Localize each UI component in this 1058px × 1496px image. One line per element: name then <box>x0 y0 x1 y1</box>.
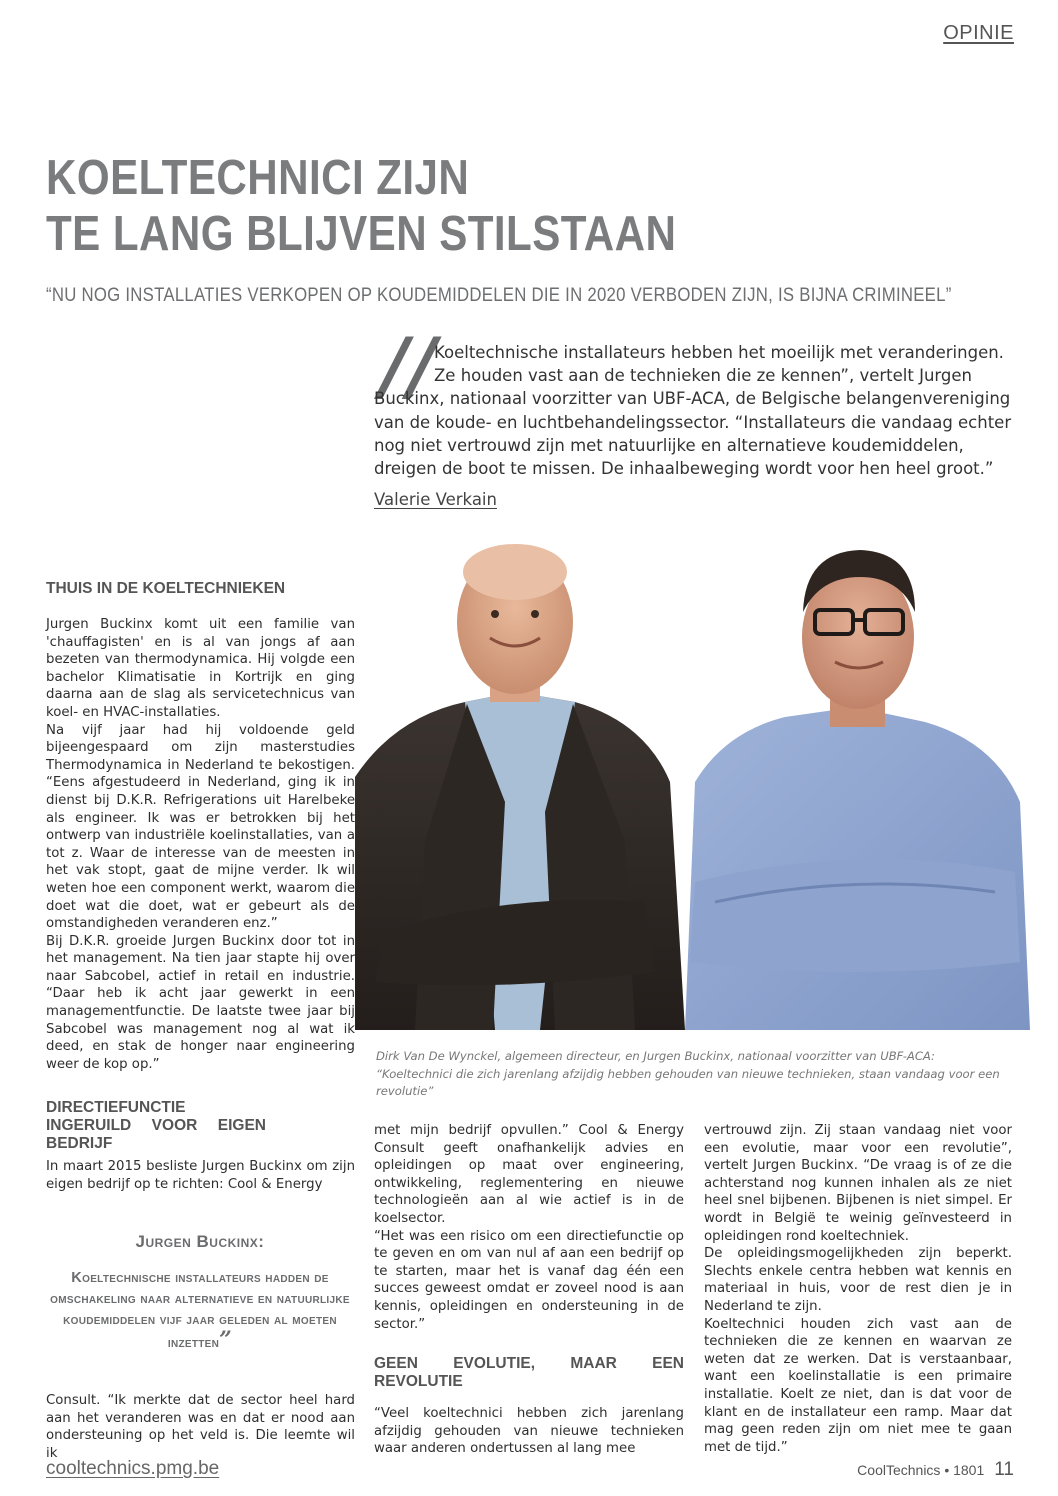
intro-indent <box>374 341 434 387</box>
magazine-issue: CoolTechnics • 1801 <box>857 1462 985 1478</box>
column-1-bottom <box>46 1392 355 1462</box>
paragraph: vertrouwd zijn. Zij staan vandaag niet voor een evolutie, maar voor een revolutie”, vertelt Jurgen Buckinx. “De vraag is of ze die achterstand nog kunnen inhalen als ze niet heel snel bijbenen. Bijbenen is niet simpel. Er wordt in België te weinig geïnvesteerd in opleidingen rond koeltechniek. <box>704 1123 1012 1244</box>
paragraph: Na vijf jaar had hij voldoende geld bijeengespaard om zijn masterstudies Thermodynamica in Nederland te bekostigen. “Eens afgestudeerd in Nederland, ging ik in dienst bij D.K.R. Refrigerations uit Harelbeke als engineer. Ik was er betrokken bij het ontwerp van industriële koelinstallaties, van a tot z. Waar de interesse van de meesten in het vak stopt, gaat de mijne verder. Ik wil weten hoe een component werkt, waarom die doet wat die doet, wat er gebeurt als de omstandigheden veranderen enz.” <box>46 722 355 932</box>
left-man <box>355 544 685 1030</box>
intro-text: Koeltechnische installateurs hebben het moeilijk met veranderingen. Ze houden vast aan de technieken die ze kennen”, vertelt Jurgen Buckinx, nationaal voorzitter van UBF-ACA, de Belgische belangenvereniging van de koude- en luchtbehandelingssector. “Installateurs die vandaag echter nog niet vertrouwd zijn met natuurlijke en alternatieve koudemiddelen, dreigen de boot te missen. De inhaalbeweging wordt voor hen heel groot.” <box>374 343 1012 479</box>
pull-quote-body: Koeltechnische installateurs hadden de omschakeling naar alternatieve en natuurlijke koudemiddelen vijf jaar geleden al moeten inzetten <box>50 1270 350 1352</box>
paragraph: “Veel koeltechnici hebben zich jarenlang afzijdig gehouden van nieuwe technieken waar anderen ondertussen al lang mee <box>374 1406 684 1457</box>
title-line-1: KOELTECHNICI ZIJN <box>46 151 470 205</box>
photo-caption: Dirk Van De Wynckel, algemeen directeur, en Jurgen Buckinx, nationaal voorzitter van UBF-ACA: “Koeltechnici die zich jarenlang afzijdig hebben gehouden van nieuwe technieken, staan vandaag voor een revolutie” <box>376 1049 1000 1098</box>
paragraph: Jurgen Buckinx komt uit een familie van 'chauffagisten' en is al van jongs af aan bezeten van thermodynamica. Hij volgde een bachelor Klimatisatie in Kortrijk en ging daarna aan de slag als servicetechnicus van koel- en HVAC-installaties. <box>46 617 355 720</box>
intro-paragraph <box>374 341 1014 480</box>
author-name[interactable]: Valerie Verkain <box>374 490 497 509</box>
article-title <box>46 150 820 262</box>
paragraph: Koeltechnici houden zich vast aan de technieken die ze kennen en waarvan ze weten dat ze werken. Dat is verstaanbaar, want een koelinstallatie is een primaire installatie. Koelt ze niet, dan is dat voor de klant en de installateur een ramp. Maar dat mag geen reden zijn om niet mee te gaan met de tijd.” <box>704 1316 1012 1455</box>
paragraph: De opleidingsmogelijkheden zijn beperkt. Slechts enkele centra hebben wat kennis en materiaal in huis, voor de rest dien je in Nederland te zijn. <box>704 1246 1012 1314</box>
column-3 <box>704 1122 1012 1456</box>
page-footer <box>857 1459 1014 1481</box>
website-link[interactable]: cooltechnics.pmg.be <box>46 1458 220 1479</box>
title-line-2: TE LANG BLIJVEN STILSTAAN <box>46 207 677 261</box>
paragraph: met mijn bedrijf opvullen.” Cool & Energy Consult geeft onafhankelijk advies en opleidingen op maat over engineering, ontwikkeling, reglementering en nieuwe technologieën aan al wie actief is in de koelsector. <box>374 1123 684 1226</box>
close-quote-icon: ” <box>219 1327 233 1354</box>
paragraph: Bij D.K.R. groeide Jurgen Buckinx door tot in het management. Na tien jaar stapte hij over naar Sabcobel, actief in retail en industrie. “Daar heb ik acht jaar gewerkt in een managementfunctie. De laatste twee jaar bij Sabcobel was management nog al wat ik deed, en stak de honger naar engineering weer de kop op.” <box>46 933 355 1072</box>
heading-thuis: THUIS IN DE KOELTECHNIEKEN <box>46 580 286 597</box>
pull-quote-name: Jurgen Buckinx: <box>135 1232 265 1251</box>
column-2 <box>374 1122 684 1458</box>
pull-quote-text <box>50 1268 350 1354</box>
right-man <box>685 550 1030 1030</box>
heading-revolutie: GEEN EVOLUTIE, MAAR EEN REVOLUTIE <box>374 1355 684 1391</box>
page-number: 11 <box>994 1459 1014 1480</box>
heading-directiefunctie: DIRECTIEFUNCTIE INGERUILD VOOR EIGEN BEDRIJF <box>46 1099 266 1153</box>
article-subtitle: “NU NOG INSTALLATIES VERKOPEN OP KOUDEMIDDELEN DIE IN 2020 VERBODEN ZIJN, IS BIJNA CRIMINEEL” <box>46 284 952 306</box>
quote-mark-icon: // <box>380 321 436 410</box>
paragraph: In maart 2015 besliste Jurgen Buckinx om zijn eigen bedrijf op te richten: Cool & Energy <box>46 1159 355 1193</box>
pull-quote <box>50 1232 350 1354</box>
paragraph: “Het was een risico om een directiefunctie op te geven en om van nul af aan een bedrijf op te starten, maar het is vanaf dag één een succes geweest omdat er zoveel nood is aan kennis, opleidingen en ondersteuning in de sector.” <box>374 1228 684 1332</box>
paragraph: Consult. “Ik merkte dat de sector heel hard aan het veranderen was en dat er nood aan ondersteuning op het veld is. Die leemte wil ik <box>46 1393 355 1461</box>
column-1-top <box>46 580 355 1194</box>
two-men-portrait-illustration <box>355 542 1055 1030</box>
portrait-photo <box>355 542 1055 1030</box>
section-tag[interactable]: OPINIE <box>943 22 1014 44</box>
